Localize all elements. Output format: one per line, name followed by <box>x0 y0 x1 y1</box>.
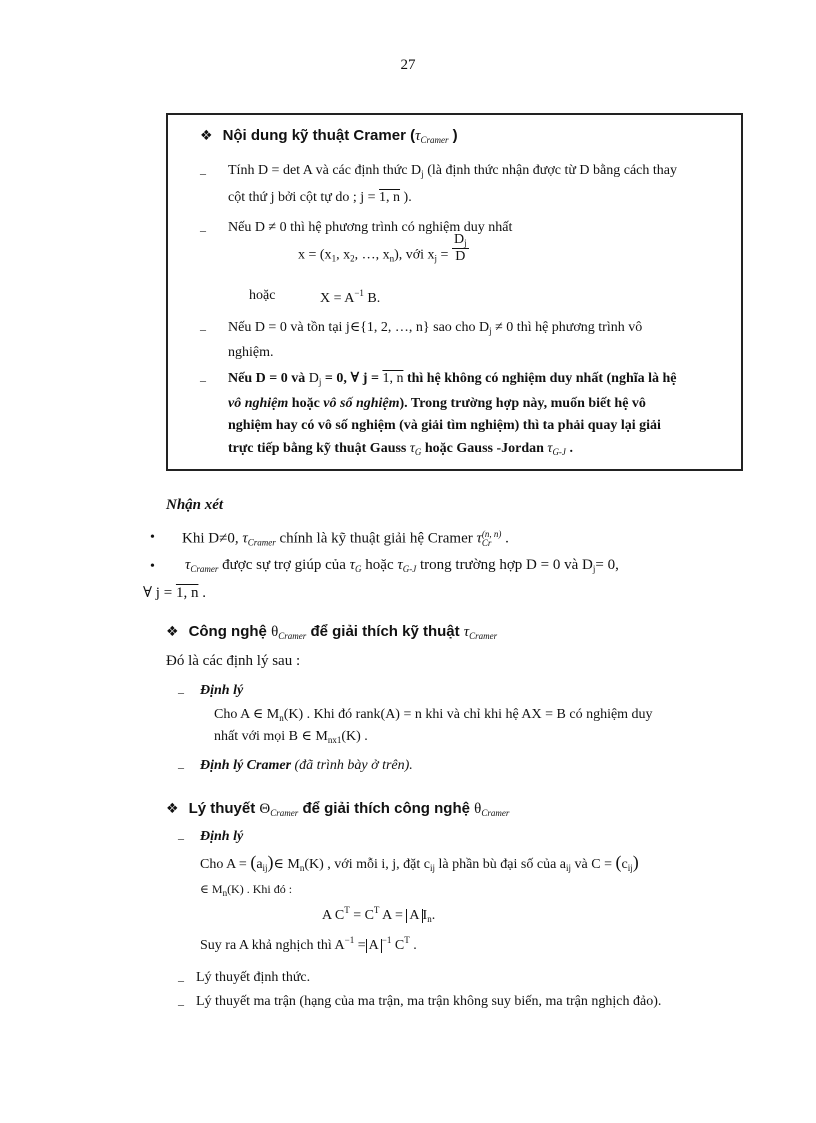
dash-marker: – <box>200 166 206 180</box>
dash-marker: – <box>200 373 206 387</box>
box-item4-line4: trực tiếp bằng kỹ thuật Gauss $\tau_G$ hoặc Gauss -Jordan $\tau_{G-J}$ . <box>228 441 573 457</box>
theory-theorem-title: Định lý <box>200 829 244 844</box>
tech-title: ❖ Công nghệ $\theta_{Cramer}$ để giải thích kỹ thuật $\tau_{Cramer}$ <box>166 623 498 641</box>
dash-marker: – <box>178 997 184 1011</box>
remark-bullet2-cont: ∀ j = 1, n . <box>143 585 206 601</box>
remark-bullet1: Khi D≠0, $\tau_{Cramer}$ chính là kỹ thuật giải hệ Cramer τ (n, n) Cr . <box>182 529 509 548</box>
box-item3: Nếu D = 0 và tồn tại j∈{1, 2, …, n} sao cho $D_j \ne 0$ thì hệ phương trình vô <box>228 320 643 336</box>
dash-marker: – <box>178 760 184 774</box>
theory-list-item2: Lý thuyết ma trận (hạng của ma trận, ma trận không suy biến, ma trận nghịch đảo). <box>196 994 662 1009</box>
solution-formula: $x = (x_1$, $x_2$, …, $x_n$), với $x_j$ = $\frac{D_j}{D}$ <box>298 232 467 264</box>
box-item2: Nếu D ≠ 0 thì hệ phương trình có nghiệm duy nhất <box>228 220 513 235</box>
theory-list-item1: Lý thuyết định thức. <box>196 970 311 985</box>
theory-line1: Cho $A = (a_{ij})\in$ $M_n(K)$ , với mỗi i, j, đặt $c_{ij}$ là phần bù đại số của $a_{ij}$ và $C = (c_{ij})$ <box>200 852 639 873</box>
box-title: ❖ Nội dung kỹ thuật Cramer ($\tau_{Cramer}$ ) <box>200 127 458 145</box>
page-number: 27 <box>400 57 416 73</box>
box-item3-cont: nghiệm. <box>228 345 274 360</box>
bullet-marker: • <box>150 530 155 545</box>
cramer-theorem: Định lý Cramer (đã trình bày ở trên). <box>200 758 413 773</box>
box-item4-line2: vô nghiệm hoặc vô số nghiệm). Trong trường hợp này, muốn biết hệ vô <box>228 396 646 411</box>
inverse-formula: $X = A^{-1}$ B. <box>320 288 381 306</box>
dash-marker: – <box>178 685 184 699</box>
dash-marker: – <box>200 322 206 336</box>
box-item4-line3: nghiệm hay có vô số nghiệm (và giải tìm nghiệm) thì ta phải quay lại giải <box>228 418 661 433</box>
tech-theorem-title: Định lý <box>200 683 244 698</box>
remark-bullet2: $\tau_{Cramer}$ được sự trợ giúp của $\tau_G$ hoặc $\tau_{G-J}$ trong trường hợp D = 0 và $D_j= 0$, <box>185 557 619 574</box>
tech-intro: Đó là các định lý sau : <box>166 653 301 669</box>
dash-marker: – <box>178 973 184 987</box>
box-item1: Tính D = det A và các định thức $D_j$ (là định thức nhận được từ D bằng cách thay <box>228 163 677 179</box>
diamond-icon: ❖ <box>166 800 179 816</box>
tech-theorem-line1: Cho A ∈ $M_n(K)$ . Khi đó rank(A) = n khi và chỉ khi hệ AX = B có nghiệm duy <box>214 707 653 723</box>
dash-marker: – <box>178 831 184 845</box>
box-item1-cont: cột thứ j bởi cột tự do ; j = 1, n ). <box>228 190 412 205</box>
diamond-icon: ❖ <box>200 127 213 143</box>
bullet-marker: • <box>150 559 155 574</box>
theory-line2: ∈ $M_n(K)$ . Khi đó : <box>200 882 293 898</box>
inverse-via-adjugate: Suy ra A khả nghịch thì $A^{-1} = A$ $^{-1}$ $C^T$ . <box>200 935 417 953</box>
theory-title: ❖ Lý thuyết $\Theta_{Cramer}$ để giải thích công nghệ $\theta_{Cramer}$ <box>166 800 510 818</box>
diamond-icon: ❖ <box>166 623 179 639</box>
dash-marker: – <box>200 223 206 237</box>
adjugate-formula: A $C^T = C^T$ A = A $I_n$. <box>322 905 436 924</box>
box-item4: Nếu D = 0 và $D_j = 0$, ∀ j = 1, n thì hệ không có nghiệm duy nhất (nghĩa là hệ <box>228 371 677 387</box>
dj-over-d-fraction: $\frac{D_j}{D}$ <box>453 232 467 264</box>
tech-theorem-line2: nhất với mọi B ∈ $M_{nx1}(K)$ . <box>214 729 368 745</box>
box-hoac: hoặc <box>249 288 276 303</box>
remark-title: Nhận xét <box>166 497 224 513</box>
